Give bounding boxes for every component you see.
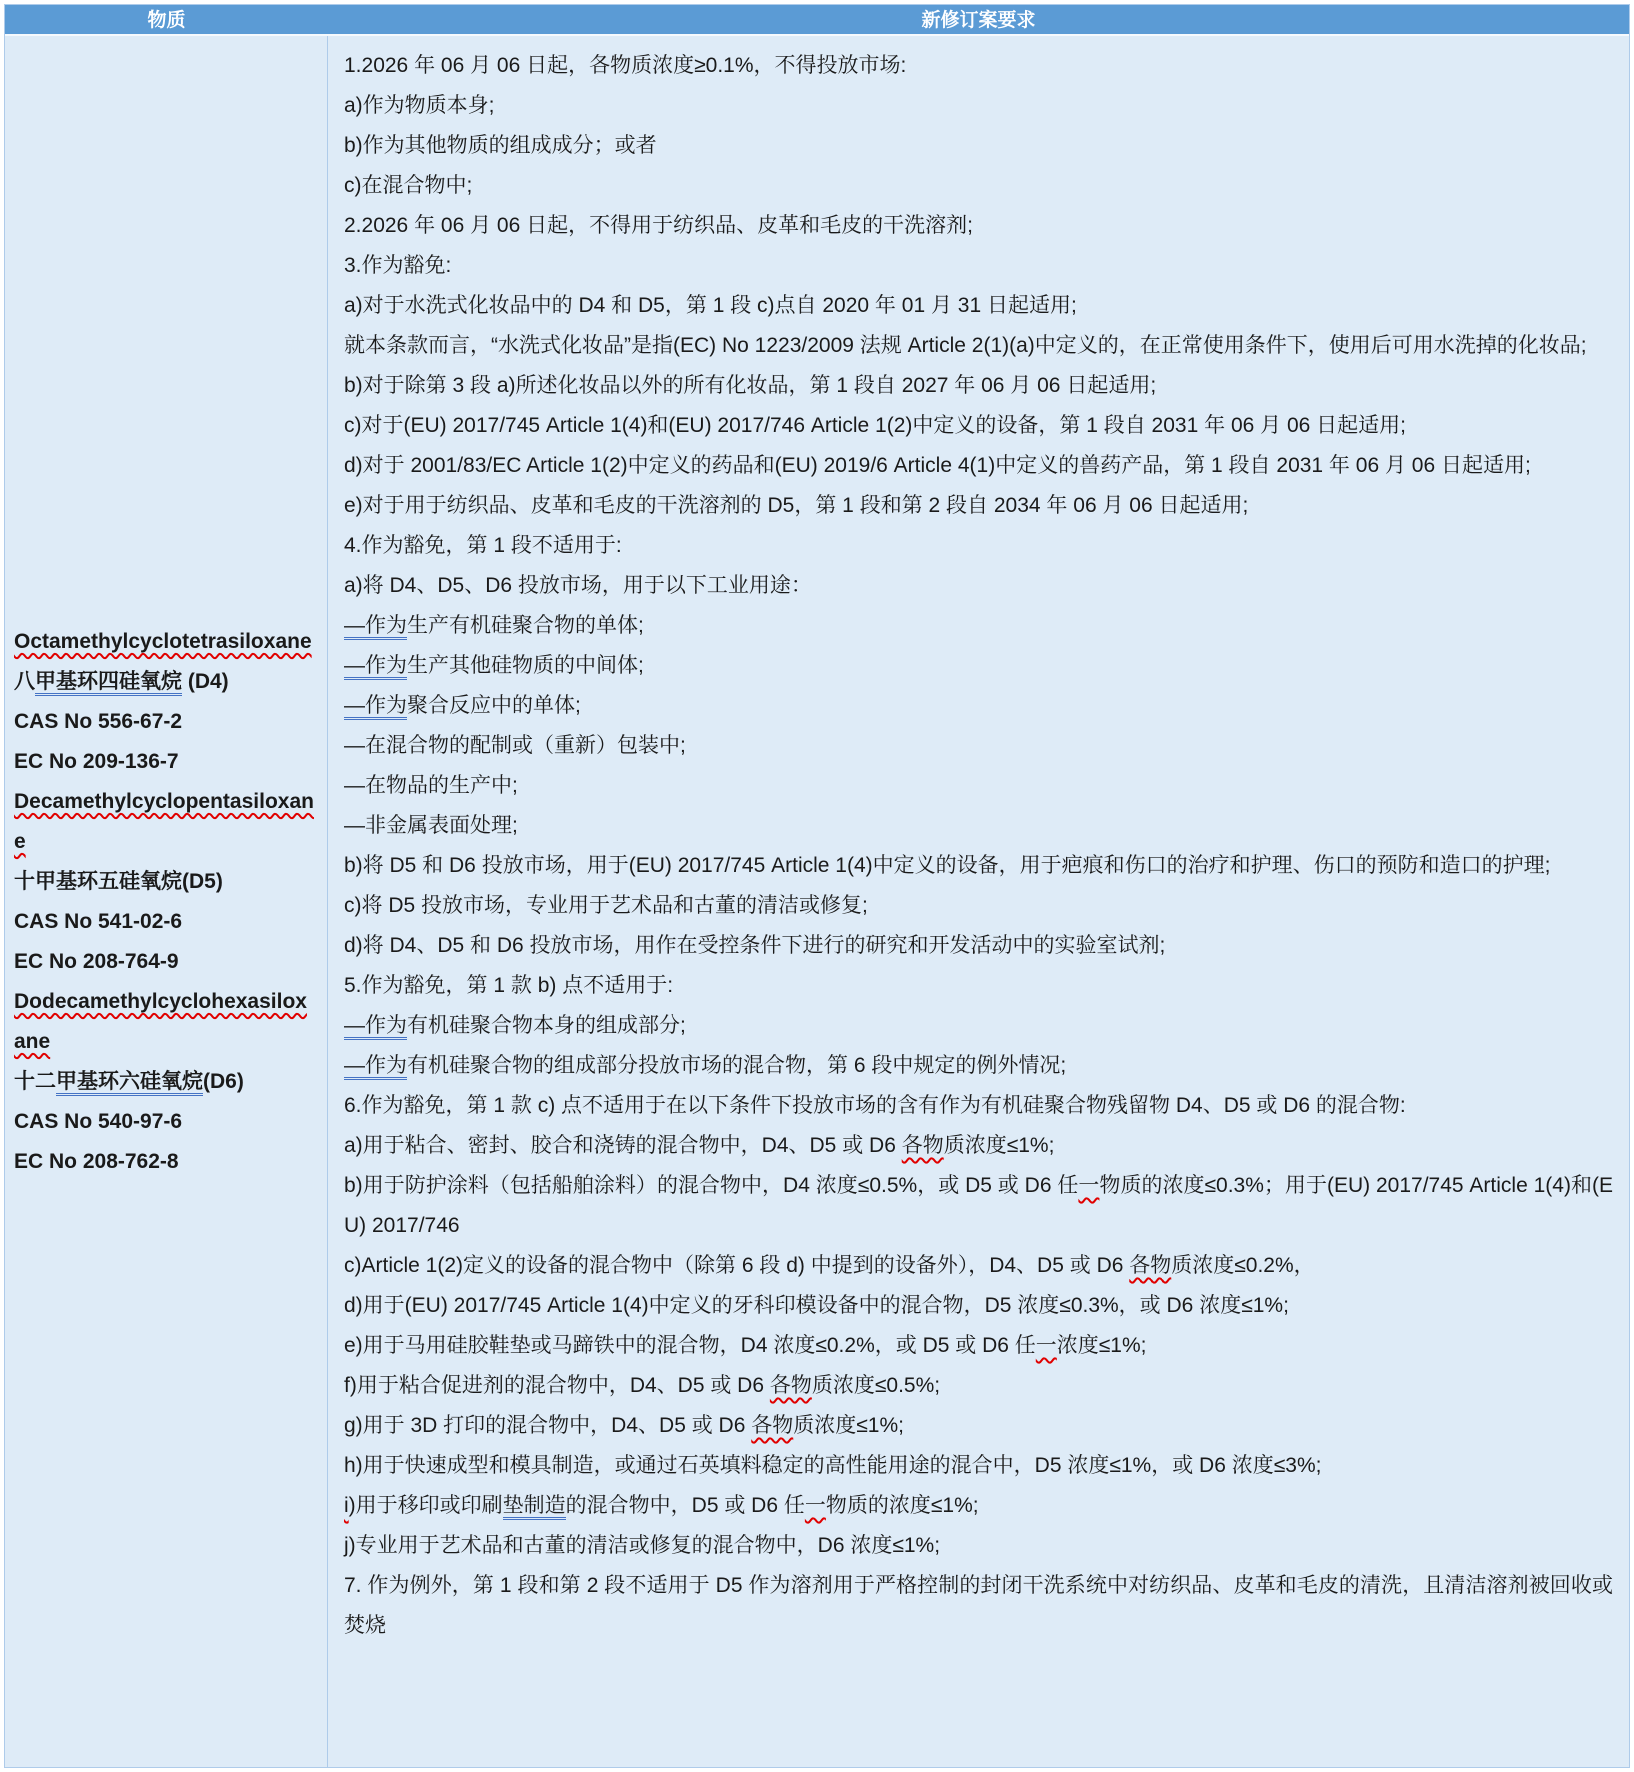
grammar-marked-text: —作为 bbox=[344, 1014, 407, 1040]
grammar-marked-text: —作为 bbox=[344, 654, 407, 680]
spell-marked-text: 各物 bbox=[1129, 1254, 1172, 1277]
substance-line bbox=[14, 902, 318, 942]
text-segment: 有机硅聚合物本身的组成部分; bbox=[407, 1014, 686, 1037]
requirement-paragraph bbox=[344, 606, 1613, 646]
spell-marked-text: Octamethylcyclotetrasiloxane bbox=[14, 629, 312, 653]
text-segment: 6.作为豁免，第 1 款 c) 点不适用于在以下条件下投放市场的含有作为有机硅聚合物残留物 D4、D5 或 D6 的混合物: bbox=[344, 1094, 1406, 1117]
requirement-paragraph bbox=[344, 46, 1613, 86]
text-segment: 1.2026 年 06 月 06 日起，各物质浓度≥0.1%，不得投放市场: bbox=[344, 54, 907, 77]
substance-cell bbox=[5, 36, 328, 1767]
spell-marked-text: 一 bbox=[804, 1494, 826, 1517]
text-segment: 物质的浓度≤0.3%；用于(EU) 2017/745 Article 1(4)和(EU) 2017/746 bbox=[344, 1174, 1613, 1237]
requirement-paragraph bbox=[344, 206, 1613, 246]
grammar-marked-text: 甲基环四硅氧烷 bbox=[35, 670, 182, 696]
requirement-paragraph bbox=[344, 326, 1613, 366]
requirement-paragraph bbox=[344, 486, 1613, 526]
text-segment: a)用于粘合、密封、胶合和浇铸的混合物中，D4、D5 或 D6 bbox=[344, 1134, 902, 1157]
text-segment: a)作为物质本身; bbox=[344, 94, 495, 117]
text-segment: 5.作为豁免，第 1 款 b) 点不适用于: bbox=[344, 974, 674, 997]
text-segment: h)用于快速成型和模具制造，或通过石英填料稳定的高性能用途的混合中，D5 浓度≤1%，或 D6 浓度≤3%; bbox=[344, 1454, 1322, 1477]
text-segment: a)对于水洗式化妆品中的 D4 和 D5，第 1 段 c)点自 2020 年 01 月 31 日起适用; bbox=[344, 294, 1077, 317]
text-segment: g)用于 3D 打印的混合物中，D4、D5 或 D6 bbox=[344, 1414, 752, 1437]
substance-line bbox=[14, 1062, 318, 1102]
text-segment: —在物品的生产中; bbox=[344, 774, 518, 797]
text-segment: (D4) bbox=[182, 669, 229, 693]
text-segment: b)用于防护涂料（包括船舶涂料）的混合物中，D4 浓度≤0.5%，或 D5 或 D6 任 bbox=[344, 1174, 1079, 1197]
substance-line bbox=[14, 702, 318, 742]
spell-marked-text: 各物 bbox=[751, 1414, 794, 1437]
text-segment: 十甲基环五硅氧烷(D5) bbox=[14, 869, 223, 893]
grammar-marked-text: —作为 bbox=[344, 614, 407, 640]
text-segment: 生产其他硅物质的中间体; bbox=[407, 654, 644, 677]
grammar-marked-text: 甲基环六硅氧烷 bbox=[56, 1070, 203, 1096]
requirement-paragraph bbox=[344, 846, 1613, 886]
text-segment: CAS No 540-97-6 bbox=[14, 1109, 183, 1133]
requirement-paragraph bbox=[344, 806, 1613, 846]
substance-line bbox=[14, 862, 318, 902]
text-segment: EC No 209-136-7 bbox=[14, 749, 179, 773]
requirement-paragraph bbox=[344, 166, 1613, 206]
text-segment: CAS No 556-67-2 bbox=[14, 709, 183, 733]
text-segment: )用于移印或印刷 bbox=[348, 1494, 503, 1517]
text-segment: e)对于用于纺织品、皮革和毛皮的干洗溶剂的 D5，第 1 段和第 2 段自 2034 年 06 月 06 日起适用; bbox=[344, 494, 1249, 517]
text-segment: d)对于 2001/83/EC Article 1(2)中定义的药品和(EU) 2019/6 Article 4(1)中定义的兽药产品，第 1 段自 2031 年 06 月 06 日起适用; bbox=[344, 454, 1531, 477]
text-segment: 有机硅聚合物的组成部分投放市场的混合物，第 6 段中规定的例外情况; bbox=[407, 1054, 1067, 1077]
requirement-paragraph bbox=[344, 286, 1613, 326]
substance-line bbox=[14, 982, 318, 1062]
substance-lines bbox=[14, 622, 318, 1182]
table-body-row bbox=[5, 36, 1629, 1767]
text-segment: 浓度≤1%; bbox=[1056, 1334, 1147, 1357]
table-header-row bbox=[5, 5, 1629, 36]
requirement-paragraph bbox=[344, 686, 1613, 726]
text-segment: b)将 D5 和 D6 投放市场，用于(EU) 2017/745 Article 1(4)中定义的设备，用于疤痕和伤口的治疗和护理、伤口的预防和造口的护理; bbox=[344, 854, 1551, 877]
substance-line bbox=[14, 742, 318, 782]
substance-line bbox=[14, 1102, 318, 1142]
spell-marked-text: Dodecamethylcyclohexasiloxane bbox=[14, 989, 307, 1053]
text-segment: 4.作为豁免，第 1 段不适用于: bbox=[344, 534, 622, 557]
requirement-paragraph bbox=[344, 1406, 1613, 1446]
text-segment: 质浓度≤1%; bbox=[943, 1134, 1055, 1157]
spell-marked-text: i bbox=[344, 1494, 349, 1517]
text-segment: (D6) bbox=[203, 1069, 244, 1093]
spell-marked-text: 各物 bbox=[901, 1134, 944, 1157]
text-segment: f)用于粘合促进剂的混合物中，D4、D5 或 D6 bbox=[344, 1374, 770, 1397]
text-segment: d)将 D4、D5 和 D6 投放市场，用作在受控条件下进行的研究和开发活动中的实验室试剂; bbox=[344, 934, 1166, 957]
grammar-marked-text: —作为 bbox=[344, 1054, 407, 1080]
text-segment: EC No 208-764-9 bbox=[14, 949, 179, 973]
text-segment: 聚合反应中的单体; bbox=[407, 694, 581, 717]
requirement-paragraph bbox=[344, 766, 1613, 806]
substance-line bbox=[14, 782, 318, 862]
requirement-paragraph bbox=[344, 366, 1613, 406]
text-segment: 生产有机硅聚合物的单体; bbox=[407, 614, 644, 637]
requirement-paragraph bbox=[344, 566, 1613, 606]
text-segment: 物质的浓度≤1%; bbox=[825, 1494, 979, 1517]
requirement-paragraph bbox=[344, 1526, 1613, 1566]
substance-line bbox=[14, 942, 318, 982]
text-segment: 质浓度≤0.2%， bbox=[1171, 1254, 1315, 1277]
grammar-marked-text: 垫制造 bbox=[503, 1494, 566, 1520]
requirement-paragraph bbox=[344, 1486, 1613, 1526]
text-segment: a)将 D4、D5、D6 投放市场，用于以下工业用途： bbox=[344, 574, 812, 597]
text-segment: 3.作为豁免: bbox=[344, 254, 452, 277]
text-segment: 质浓度≤0.5%; bbox=[811, 1374, 941, 1397]
requirement-paragraph bbox=[344, 1286, 1613, 1326]
requirement-paragraph bbox=[344, 966, 1613, 1006]
text-segment: —非金属表面处理; bbox=[344, 814, 518, 837]
column-header-substance: 物质 bbox=[147, 10, 186, 31]
text-segment: c)对于(EU) 2017/745 Article 1(4)和(EU) 2017/746 Article 1(2)中定义的设备，第 1 段自 2031 年 06 月 06 日起适用; bbox=[344, 414, 1406, 437]
requirement-paragraph bbox=[344, 1566, 1613, 1646]
spell-marked-text: 一 bbox=[1078, 1174, 1100, 1197]
column-header-requirements: 新修订案要求 bbox=[921, 10, 1036, 31]
text-segment: b)对于除第 3 段 a)所述化妆品以外的所有化妆品，第 1 段自 2027 年 06 月 06 日起适用; bbox=[344, 374, 1157, 397]
text-segment: EC No 208-762-8 bbox=[14, 1149, 179, 1173]
text-segment: j)专业用于艺术品和古董的清洁或修复的混合物中，D6 浓度≤1%; bbox=[344, 1534, 941, 1557]
text-segment: 的混合物中，D5 或 D6 任 bbox=[565, 1494, 805, 1517]
substance-line bbox=[14, 1142, 318, 1182]
text-segment: 十二 bbox=[14, 1069, 56, 1093]
requirements-cell bbox=[328, 36, 1629, 1767]
text-segment: 7. 作为例外，第 1 段和第 2 段不适用于 D5 作为溶剂用于严格控制的封闭干洗系统中对纺织品、皮革和毛皮的清洗，且清洁溶剂被回收或焚烧 bbox=[344, 1574, 1613, 1637]
requirement-paragraph bbox=[344, 726, 1613, 766]
text-segment: 2.2026 年 06 月 06 日起，不得用于纺织品、皮革和毛皮的干洗溶剂; bbox=[344, 214, 973, 237]
requirement-paragraph bbox=[344, 886, 1613, 926]
regulation-table bbox=[4, 4, 1630, 1768]
requirement-paragraph bbox=[344, 646, 1613, 686]
text-segment: c)将 D5 投放市场，专业用于艺术品和古董的清洁或修复; bbox=[344, 894, 868, 917]
requirement-paragraph bbox=[344, 86, 1613, 126]
text-segment: c)在混合物中; bbox=[344, 174, 473, 197]
text-segment: e)用于马用硅胶鞋垫或马蹄铁中的混合物，D4 浓度≤0.2%，或 D5 或 D6 任 bbox=[344, 1334, 1036, 1357]
requirement-paragraph bbox=[344, 1006, 1613, 1046]
text-segment: —在混合物的配制或（重新）包装中; bbox=[344, 734, 686, 757]
requirement-paragraph bbox=[344, 406, 1613, 446]
requirement-paragraph bbox=[344, 1086, 1613, 1126]
requirement-paragraph bbox=[344, 1366, 1613, 1406]
requirement-paragraph bbox=[344, 526, 1613, 566]
spell-marked-text: 一 bbox=[1035, 1334, 1057, 1357]
requirement-paragraph bbox=[344, 1246, 1613, 1286]
text-segment: 质浓度≤1%; bbox=[793, 1414, 904, 1437]
spell-marked-text: 各物 bbox=[769, 1374, 812, 1397]
requirement-paragraph bbox=[344, 1446, 1613, 1486]
text-segment: CAS No 541-02-6 bbox=[14, 909, 183, 933]
requirement-paragraph bbox=[344, 926, 1613, 966]
grammar-marked-text: —作为 bbox=[344, 694, 407, 720]
substance-line bbox=[14, 622, 318, 662]
requirement-paragraph bbox=[344, 446, 1613, 486]
text-segment: 八 bbox=[14, 669, 35, 693]
requirement-paragraph bbox=[344, 246, 1613, 286]
text-segment: c)Article 1(2)定义的设备的混合物中（除第 6 段 d) 中提到的设备外），D4、D5 或 D6 bbox=[344, 1254, 1130, 1277]
text-segment: 就本条款而言，“水洗式化妆品”是指(EC) No 1223/2009 法规 Article 2(1)(a)中定义的，在正常使用条件下，使用后可用水洗掉的化妆品; bbox=[344, 334, 1587, 357]
requirement-paragraph bbox=[344, 1326, 1613, 1366]
substance-line bbox=[14, 662, 318, 702]
requirement-paragraph bbox=[344, 1126, 1613, 1166]
spell-marked-text: Decamethylcyclopentasiloxane bbox=[14, 789, 314, 853]
text-segment: b)作为其他物质的组成成分；或者 bbox=[344, 134, 657, 157]
requirement-paragraph bbox=[344, 126, 1613, 166]
text-segment: d)用于(EU) 2017/745 Article 1(4)中定义的牙科印模设备中的混合物，D5 浓度≤0.3%，或 D6 浓度≤1%; bbox=[344, 1294, 1289, 1317]
requirement-paragraph bbox=[344, 1166, 1613, 1246]
requirement-paragraph bbox=[344, 1046, 1613, 1086]
